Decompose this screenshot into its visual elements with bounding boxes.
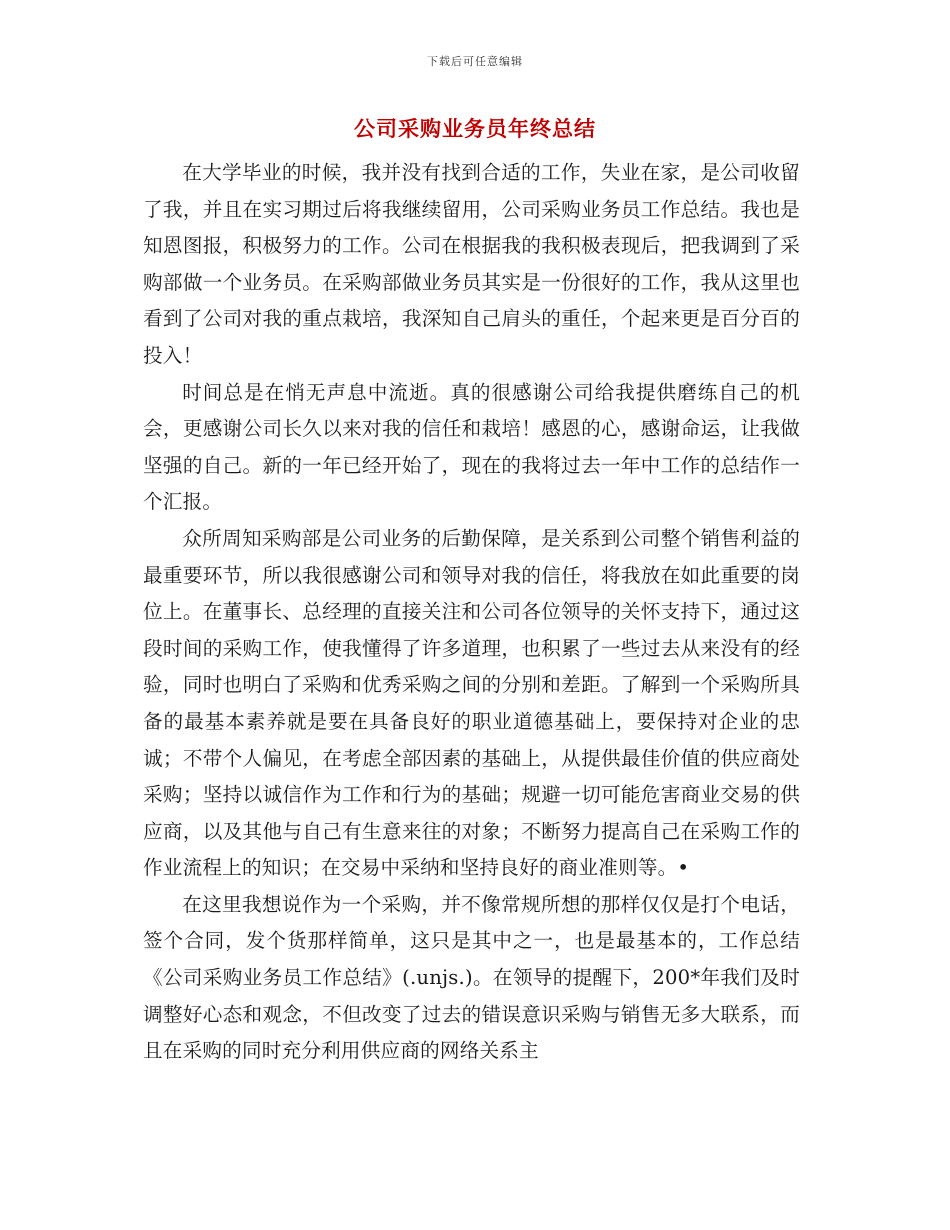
paragraph-3: 众所周知采购部是公司业务的后勤保障，是关系到公司整个销售利益的最重要环节，所以我很感谢公司和领导对我的信任，将我放在如此重要的岗位上。在董事长、总经理的直接关注和公司各位领导的关怀支持下，通过这段时间的采购工作，使我懂得了许多道理，也积累了一些过去从来没有的经验，同时也明白了采购和优秀采购之间的分别和差距。了解到一个采购所具备的最基本素养就是要在具备良好的职业道德基础上，要保持对企业的忠诚；不带个人偏见，在考虑全部因素的基础上，从提供最佳价值的供应商处采购；坚持以诚信作为工作和行为的基础；规避一切可能危害商业交易的供应商，以及其他与自己有生意来往的对象；不断努力提高自己在采购工作的作业流程上的知识；在交易中采纳和坚持良好的商业准则等。• [143, 526, 800, 880]
document-body [143, 155, 800, 1070]
paragraph-2: 时间总是在悄无声息中流逝。真的很感谢公司给我提供磨练自己的机会，更感谢公司长久以来对我的信任和栽培！感恩的心，感谢命运，让我做坚强的自己。新的一年已经开始了，现在的我将过去一年中工作的总结作一个汇报。 [143, 380, 800, 514]
paragraph-4: 在这里我想说作为一个采购，并不像常规所想的那样仅仅是打个电话，签个合同，发个货那样简单，这只是其中之一，也是最基本的，工作总结《公司采购业务员工作总结》(.unjs.)。在领导的提醒下，200*年我们及时调整好心态和观念，不但改变了过去的错误意识采购与销售无多大联系，而且在采购的同时充分利用供应商的网络关系主 [143, 892, 800, 1063]
document-title: 公司采购业务员年终总结 [354, 117, 596, 141]
paragraph-1: 在大学毕业的时候，我并没有找到合适的工作，失业在家，是公司收留了我，并且在实习期过后将我继续留用，公司采购业务员工作总结。我也是知恩图报，积极努力的工作。公司在根据我的我积极表现后，把我调到了采购部做一个业务员。在采购部做业务员其实是一份很好的工作，我从这里也看到了公司对我的重点栽培，我深知自己肩头的重任，个起来更是百分百的投入！ [143, 161, 800, 367]
header-note: 下载后可任意编辑 [427, 55, 523, 68]
